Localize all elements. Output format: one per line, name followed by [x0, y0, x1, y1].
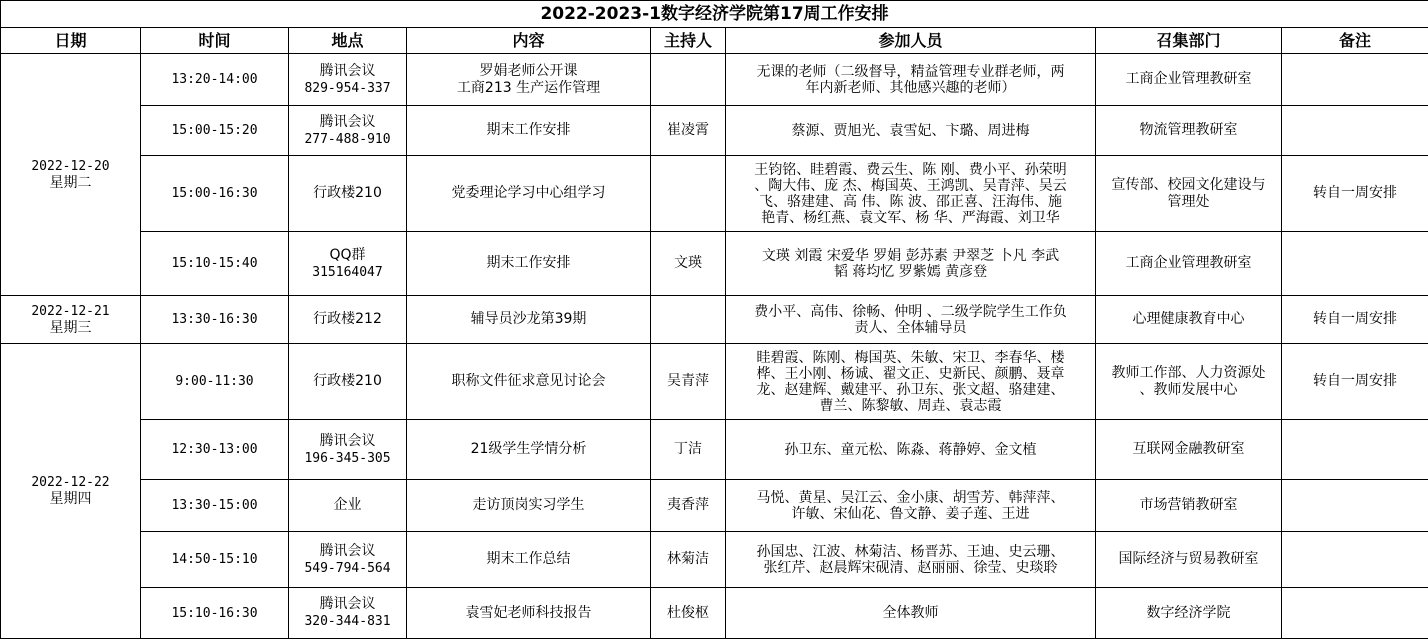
- department-cell: [1096, 420, 1282, 480]
- note-cell: [1282, 480, 1428, 532]
- place-line: 企业: [333, 497, 362, 513]
- content-line: 党委理论学习中心组学习: [451, 185, 606, 201]
- place-cell: [289, 296, 407, 344]
- header-date: 日期: [1, 28, 141, 54]
- time-cell: 12:30-13:00: [141, 420, 289, 480]
- department-line: 市场营销教研室: [1139, 497, 1238, 513]
- attendees-cell: [726, 296, 1096, 344]
- attendees-cell: [726, 106, 1096, 156]
- department-cell: [1096, 480, 1282, 532]
- content-cell: [407, 480, 651, 532]
- host-cell: 文瑛: [651, 232, 726, 296]
- table-row: [1, 232, 1428, 296]
- department-line: 心理健康教育中心: [1132, 311, 1245, 327]
- attendees-line: 艳青、杨红燕、袁文军、杨 华、严海霞、刘卫华: [761, 209, 1060, 226]
- place-line: 829-954-337: [304, 80, 391, 96]
- host-cell: [651, 54, 726, 106]
- note-cell: [1282, 232, 1428, 296]
- content-line: 工商213 生产运作管理: [456, 79, 601, 96]
- table-row: [1, 588, 1428, 639]
- attendees-line: 马悦、黄星、吴江云、金小康、胡雪芳、韩萍萍、: [756, 489, 1065, 506]
- host-cell: [651, 296, 726, 344]
- attendees-cell: [726, 54, 1096, 106]
- place-cell: [289, 106, 407, 156]
- note-cell: [1282, 106, 1428, 156]
- attendees-line: 曹兰、陈黎敏、周垚、袁志霞: [819, 397, 1002, 414]
- content-cell: [407, 532, 651, 588]
- content-cell: [407, 232, 651, 296]
- time-cell: 9:00-11:30: [141, 344, 289, 420]
- header-host: 主持人: [651, 28, 726, 54]
- department-line: 工商企业管理教研室: [1125, 255, 1252, 271]
- department-cell: [1096, 106, 1282, 156]
- place-line: 549-794-564: [304, 560, 391, 576]
- note-cell: [1282, 420, 1428, 480]
- content-line: 21级学生学情分析: [470, 441, 587, 457]
- attendees-cell: [726, 420, 1096, 480]
- attendees-line: 、陶大伟、庞 杰、梅国英、王鸿凯、吴青萍、吴云: [754, 177, 1067, 194]
- department-cell: [1096, 54, 1282, 106]
- attendees-line: 韬 蒋均忆 罗紫嫣 黄彦登: [833, 263, 988, 280]
- department-line: 宣传部、校园文化建设与: [1111, 176, 1266, 193]
- attendees-line: 责人、全体辅导员: [854, 319, 967, 336]
- place-cell: [289, 588, 407, 639]
- department-cell: [1096, 588, 1282, 639]
- content-line: 期末工作安排: [486, 255, 571, 271]
- attendees-line: 张红芹、赵晨辉宋砚清、赵丽丽、徐莹、史琰聆: [763, 559, 1058, 576]
- place-cell: [289, 232, 407, 296]
- content-cell: [407, 344, 651, 420]
- content-line: 走访顶岗实习学生: [472, 497, 585, 513]
- attendees-line: 王钧铭、眭碧霞、费云生、陈 刚、费小平、孙荣明: [754, 161, 1067, 178]
- attendees-cell: [726, 480, 1096, 532]
- attendees-cell: [726, 588, 1096, 639]
- department-line: 、教师发展中心: [1139, 381, 1238, 398]
- date-cell: [1, 54, 141, 296]
- content-cell: [407, 156, 651, 232]
- place-cell: [289, 54, 407, 106]
- table-row: [1, 480, 1428, 532]
- attendees-cell: [726, 532, 1096, 588]
- department-cell: [1096, 344, 1282, 420]
- table-row: [1, 156, 1428, 232]
- note-cell: 转自一周安排: [1282, 156, 1428, 232]
- sheet-title: 2022-2023-1数字经济学院第17周工作安排: [1, 1, 1428, 28]
- place-line: 315164047: [312, 264, 383, 280]
- note-cell: 转自一周安排: [1282, 344, 1428, 420]
- attendees-line: 蔡源、贾旭光、袁雪妃、卞璐、周进梅: [791, 122, 1030, 139]
- department-line: 数字经济学院: [1146, 604, 1231, 621]
- date-cell: [1, 296, 141, 344]
- schedule-body: [1, 54, 1428, 639]
- place-line: 320-344-831: [304, 614, 391, 629]
- time-cell: 13:20-14:00: [141, 54, 289, 106]
- time-cell: 15:00-16:30: [141, 156, 289, 232]
- attendees-cell: [726, 232, 1096, 296]
- host-cell: 吴青萍: [651, 344, 726, 420]
- attendees-cell: [726, 156, 1096, 232]
- table-row: [1, 106, 1428, 156]
- table-row: [1, 344, 1428, 420]
- host-cell: 夷香萍: [651, 480, 726, 532]
- header-department: 召集部门: [1096, 28, 1282, 54]
- attendees-line: 文瑛 刘霞 宋爱华 罗娟 彭苏素 尹翠芝 卜凡 李武: [761, 247, 1060, 264]
- header-place: 地点: [289, 28, 407, 54]
- content-line: 辅导员沙龙第39期: [470, 311, 587, 327]
- header-row: [1, 28, 1428, 54]
- place-line: 腾讯会议: [319, 596, 376, 612]
- date-line: 2022-12-21: [31, 303, 110, 319]
- place-cell: [289, 532, 407, 588]
- department-line: 国际经济与贸易教研室: [1118, 551, 1259, 567]
- attendees-line: 全体教师: [882, 605, 939, 621]
- header-time: 时间: [141, 28, 289, 54]
- place-line: 行政楼210: [313, 373, 382, 389]
- table-row: [1, 532, 1428, 588]
- header-content: 内容: [407, 28, 651, 54]
- place-line: 196-345-305: [304, 450, 391, 466]
- date-line: 星期二: [49, 174, 92, 191]
- note-cell: 转自一周安排: [1282, 296, 1428, 344]
- note-cell: [1282, 54, 1428, 106]
- place-line: 行政楼212: [313, 311, 382, 327]
- place-cell: [289, 344, 407, 420]
- department-cell: [1096, 156, 1282, 232]
- department-cell: [1096, 296, 1282, 344]
- attendees-line: 孙卫东、童元松、陈淼、蒋静婷、金文植: [784, 441, 1037, 458]
- date-cell: [1, 344, 141, 639]
- place-line: QQ群: [329, 246, 366, 263]
- host-cell: 杜俊枢: [651, 588, 726, 639]
- content-line: 袁雪妃老师科技报告: [465, 604, 592, 621]
- attendees-line: 飞、骆建建、高 伟、陈 波、邵正喜、汪海伟、施: [759, 193, 1062, 210]
- time-cell: 15:10-16:30: [141, 588, 289, 639]
- note-cell: [1282, 532, 1428, 588]
- content-cell: [407, 106, 651, 156]
- attendees-line: 眭碧霞、陈刚、梅国英、朱敏、宋卫、李春华、楼: [756, 349, 1065, 366]
- attendees-cell: [726, 344, 1096, 420]
- place-line: 277-488-910: [304, 131, 391, 147]
- place-line: 腾讯会议: [319, 113, 376, 130]
- department-cell: [1096, 532, 1282, 588]
- department-line: 管理处: [1167, 193, 1210, 210]
- time-cell: 13:30-15:00: [141, 480, 289, 532]
- content-cell: [407, 54, 651, 106]
- place-cell: [289, 420, 407, 480]
- note-cell: [1282, 588, 1428, 639]
- content-line: 职称文件征求意见讨论会: [451, 373, 606, 389]
- place-line: 行政楼210: [313, 185, 382, 201]
- content-cell: [407, 420, 651, 480]
- time-cell: 15:10-15:40: [141, 232, 289, 296]
- host-cell: 崔凌霄: [651, 106, 726, 156]
- department-cell: [1096, 232, 1282, 296]
- content-line: 期末工作总结: [486, 551, 571, 567]
- date-line: 2022-12-20: [31, 158, 110, 174]
- table-row: [1, 296, 1428, 344]
- content-cell: [407, 588, 651, 639]
- attendees-line: 费小平、高伟、徐畅、仲明 、二级学院学生工作负: [754, 303, 1067, 320]
- attendees-line: 桦、王小刚、杨诚、翟文正、史新民、颜鹏、聂章: [756, 365, 1065, 382]
- department-line: 物流管理教研室: [1139, 122, 1238, 138]
- content-line: 罗娟老师公开课: [479, 62, 578, 79]
- attendees-line: 许敏、宋仙花、鲁文静、姜子莲、王进: [791, 505, 1030, 522]
- department-line: 教师工作部、人力资源处: [1111, 364, 1266, 381]
- place-cell: [289, 156, 407, 232]
- place-line: 腾讯会议: [319, 62, 376, 79]
- header-note: 备注: [1282, 28, 1428, 54]
- date-line: 星期三: [49, 319, 92, 336]
- attendees-line: 无课的老师（二级督导，精益管理专业群老师，两: [756, 63, 1065, 80]
- time-cell: 15:00-15:20: [141, 106, 289, 156]
- date-line: 星期四: [49, 491, 92, 507]
- place-line: 腾讯会议: [319, 432, 376, 449]
- department-line: 工商企业管理教研室: [1125, 71, 1252, 87]
- date-line: 2022-12-22: [31, 475, 110, 490]
- place-line: 腾讯会议: [319, 542, 376, 559]
- table-row: [1, 54, 1428, 106]
- table-row: [1, 420, 1428, 480]
- department-line: 互联网金融教研室: [1132, 441, 1245, 457]
- attendees-line: 龙、赵建辉、戴建平、孙卫东、张文超、骆建建、: [756, 381, 1065, 398]
- host-cell: 丁洁: [651, 420, 726, 480]
- host-cell: [651, 156, 726, 232]
- content-line: 期末工作安排: [486, 122, 571, 138]
- time-cell: 13:30-16:30: [141, 296, 289, 344]
- attendees-line: 孙国忠、江波、林菊洁、杨晋苏、王迪、史云珊、: [756, 543, 1065, 560]
- place-cell: [289, 480, 407, 532]
- content-cell: [407, 296, 651, 344]
- attendees-line: 年内新老师、其他感兴趣的老师）: [805, 79, 1016, 96]
- host-cell: 林菊洁: [651, 532, 726, 588]
- time-cell: 14:50-15:10: [141, 532, 289, 588]
- header-attendees: 参加人员: [726, 28, 1096, 54]
